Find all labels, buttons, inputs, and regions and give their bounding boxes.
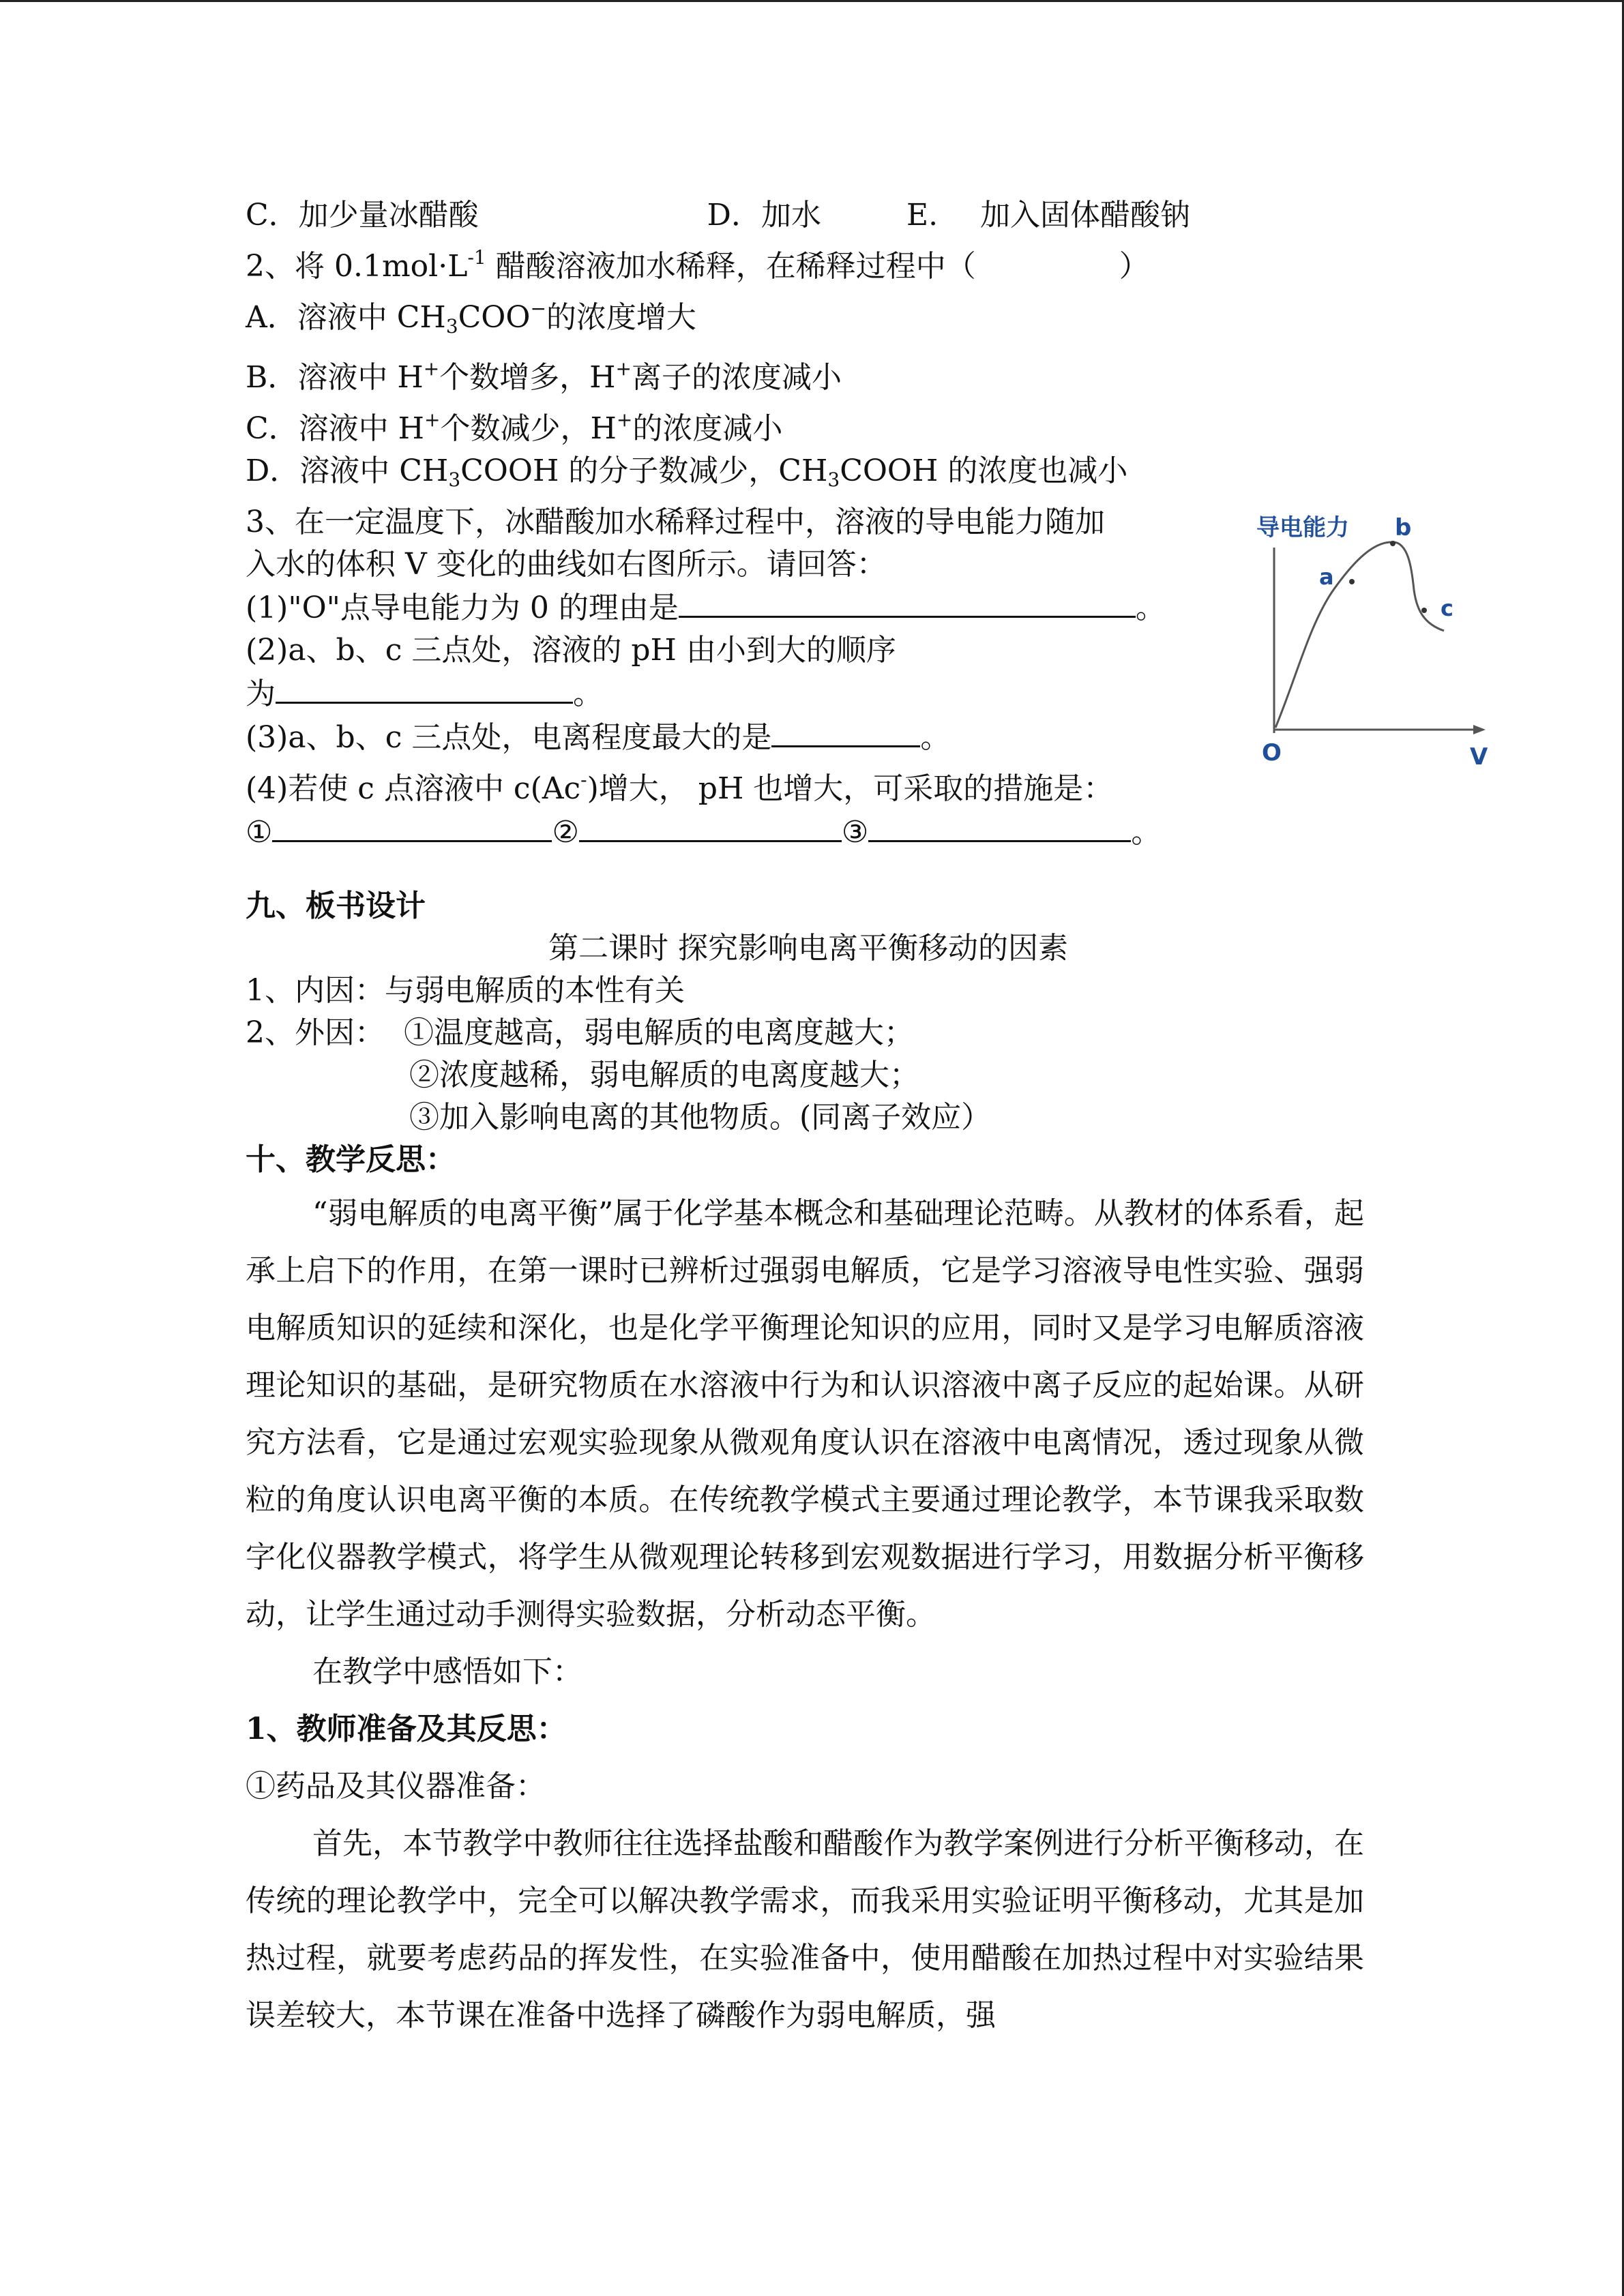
q2-option-text: 的浓度增大 <box>546 300 696 335</box>
q3-part4-text: )增大， pH 也增大，可采取的措施是： <box>587 771 1114 806</box>
answer-blank-5[interactable] <box>579 810 842 842</box>
q2-option-a <box>246 288 1371 348</box>
q2-option-text: 离子的浓度减小 <box>632 360 842 395</box>
q3-stem-line2: 入水的体积 V 变化的曲线如右图所示。请回答： <box>246 547 887 582</box>
reflection-heading: 十、教学反思： <box>246 1142 456 1177</box>
point-b-marker <box>1390 541 1396 546</box>
figure-point-a: a <box>1319 564 1334 590</box>
q3-part2-end: 。 <box>573 676 603 711</box>
answer-blank-6[interactable] <box>868 810 1131 842</box>
q2-option-c <box>246 399 1371 450</box>
q2-stem-sup: -1 <box>467 246 486 269</box>
reflection-paragraph-1: “弱电解质的电离平衡”属于化学基本概念和基础理论范畴。从教材的体系看，起承上启下的作用，在第一课时已辨析过强弱电解质，它是学习溶液导电性实验、强弱电解质知识的延续和深化，也是化学平衡理论知识的应用，同时又是学习电解质溶液理论知识的基础，是研究物质在水溶液中行为和认识溶液中离子反应的起始课。从研究方法看，它是通过宏观实验现象从微观角度认识在溶液中电离情况，透过现象从微粒的角度认识电离平衡的本质。在传统教学模式主要通过理论教学，本节课我采取数字化仪器教学模式，将学生从微观理论转移到宏观数据进行学习，用数据分析平衡移动，让学生通过动手测得实验数据，分析动态平衡。 <box>246 1196 1364 1632</box>
q2-option-text: C．溶液中 H <box>246 411 425 446</box>
q1-option-e-text: 加入固体醋酸钠 <box>980 198 1191 233</box>
q3-part2-text: 为 <box>246 676 276 711</box>
q2-option-text: COOH 的分子数减少，CH <box>460 453 828 488</box>
q2-option-sub: 3 <box>445 315 458 338</box>
q1-option-d: D．加水 <box>707 198 821 233</box>
measure-marker-3: ③ <box>841 815 869 850</box>
q1-options <box>246 194 1371 237</box>
answer-blank-2[interactable] <box>276 672 573 704</box>
answer-blank-4[interactable] <box>272 810 552 842</box>
x-axis-arrow <box>1473 725 1486 734</box>
conductivity-figure <box>1248 508 1507 774</box>
board-line-1: 1、内因：与弱电解质的本性有关 <box>246 973 685 1008</box>
q2-option-sup: + <box>616 408 633 431</box>
q2-option-text: 的浓度减小 <box>632 411 783 446</box>
reflection-subheading-1a: ①药品及其仪器准备： <box>246 1769 546 1804</box>
q2-stem-end: ） <box>1119 249 1149 284</box>
q3-measures <box>246 810 1371 854</box>
reflection-paragraph-3: 首先，本节教学中教师往往选择盐酸和醋酸作为教学案例进行分析平衡移动，在传统的理论教学中，完全可以解决教学需求，而我采用实验证明平衡移动，尤其是加热过程，就要考虑药品的挥发性，在实验准备中，使用醋酸在加热过程中对实验结果误差较大，本节课在准备中选择了磷酸作为弱电解质，强 <box>246 1826 1364 2033</box>
q2-option-sup: − <box>530 297 546 320</box>
answer-blank-3[interactable] <box>771 715 920 747</box>
q3-part1 <box>246 586 1371 629</box>
q3-stem-line1: 3、在一定温度下，冰醋酸加水稀释过程中，溶液的导电能力随加 <box>246 505 1105 539</box>
q3-part3-end: 。 <box>920 720 951 755</box>
q2-option-text: 个数增多，H <box>439 360 616 395</box>
board-line-4: ③加入影响电离的其他物质。(同离子效应） <box>409 1100 992 1135</box>
q2-option-text: D．溶液中 CH <box>246 453 449 488</box>
board-line-2-label: 2、外因： <box>246 1015 385 1050</box>
q2-option-text: B．溶液中 H <box>246 360 424 395</box>
q3-part1-text: (1)"O"点导电能力为 0 的理由是 <box>246 591 679 625</box>
board-line-3: ②浓度越稀，弱电解质的电离度越大； <box>409 1058 919 1092</box>
document-page <box>246 194 1371 2044</box>
board-line-2-text: ①温度越高，弱电解质的电离度越大； <box>404 1015 914 1050</box>
q1-option-e-label: E. <box>906 198 939 233</box>
figure-origin: O <box>1262 739 1282 766</box>
q2-stem <box>246 237 1371 288</box>
board-line-2 <box>246 1012 1371 1054</box>
q2-option-text: A．溶液中 CH <box>246 300 446 335</box>
q2-option-text: COO <box>458 300 531 335</box>
board-heading: 九、板书设计 <box>246 889 426 923</box>
q3-part4 <box>246 759 1371 810</box>
page-top-border <box>0 0 1624 2</box>
q2-stem-part: 醋酸溶液加水稀释，在稀释过程中（ <box>486 249 976 284</box>
q2-option-sub: 3 <box>827 468 840 491</box>
q3-part2: (2)a、b、c 三点处，溶液的 pH 由小到大的顺序 <box>246 633 896 668</box>
q3-part4-text: (4)若使 c 点溶液中 c(Ac <box>246 771 581 806</box>
q2-option-text: COOH 的浓度也减小 <box>840 453 1128 488</box>
q1-option-c: C．加少量冰醋酸 <box>246 198 479 233</box>
point-a-marker <box>1349 579 1355 584</box>
q2-option-sub: 3 <box>448 468 461 491</box>
q2-option-d <box>246 450 1371 501</box>
board-title: 第二课时 探究影响电离平衡移动的因素 <box>548 931 1068 966</box>
point-c-marker <box>1421 608 1427 613</box>
reflection-paragraph-2: 在教学中感悟如下： <box>312 1654 582 1689</box>
figure-xlabel: V <box>1470 743 1488 771</box>
q3-part4-sup: - <box>580 769 587 791</box>
conductivity-curve <box>1275 542 1444 728</box>
q2-option-sup: + <box>423 357 440 380</box>
figure-ylabel: 导电能力 <box>1256 514 1349 541</box>
measure-marker-1: ① <box>246 815 273 850</box>
q2-stem-part: 2、将 0.1mol·L <box>246 249 468 284</box>
figure-point-b: b <box>1395 514 1412 541</box>
q2-option-sup: + <box>615 357 632 380</box>
q3-part2-cont <box>246 672 1371 715</box>
reflection-subheading-1: 1、教师准备及其反思： <box>246 1712 567 1746</box>
measure-marker-2: ② <box>552 815 579 850</box>
q2-option-text: 个数减少，H <box>440 411 617 446</box>
answer-blank-1[interactable] <box>679 586 1136 618</box>
q3-part1-end: 。 <box>1135 591 1166 625</box>
figure-point-c: c <box>1441 595 1453 621</box>
q2-option-sup: + <box>424 408 441 431</box>
q2-option-b <box>246 348 1371 399</box>
q3-measures-end: 。 <box>1131 815 1162 850</box>
q3-part3 <box>246 715 1371 759</box>
q3-part3-text: (3)a、b、c 三点处，电离程度最大的是 <box>246 720 772 755</box>
